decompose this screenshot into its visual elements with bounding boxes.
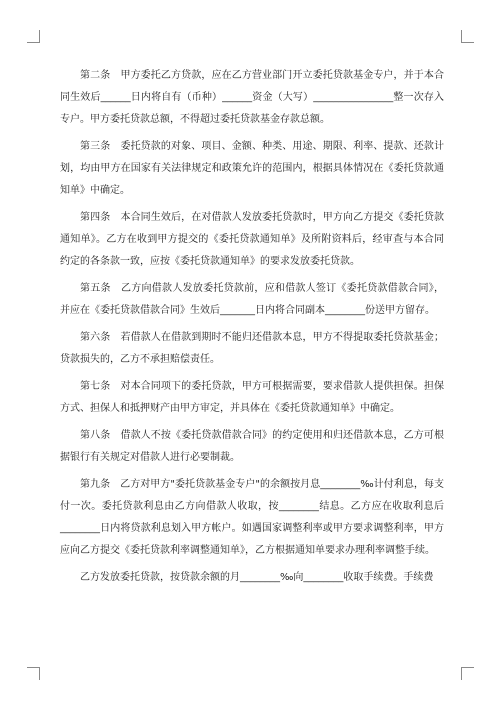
crop-mark-top-left <box>27 30 40 43</box>
article-8-paragraph: 第八条 借款人不按《委托贷款借款合同》的约定使用和归还借款本息，乙方可根据银行有关规定对借款人进行必要制裁。 <box>60 430 444 463</box>
crop-mark-bottom-right <box>461 667 474 680</box>
fee-paragraph: 乙方发放委托贷款，按贷款余额的月________‰向________收取手续费。手续费 <box>80 572 434 583</box>
crop-mark-top-right <box>461 30 474 43</box>
article-5-paragraph: 第五条 乙方向借款人发放委托贷款前，应和借款人签订《委托贷款借款合同》，并应在《委托贷款借款合同》生效后_______日内将合同副本________份送甲方留存。 <box>60 283 444 316</box>
article-9-paragraph: 第九条 乙方对甲方"委托贷款基金专户"的余额按月息________‰计付利息，每支付一次。委托贷款利息由乙方向借款人收取，按________结息。乙方应在收取利息后________日内将贷款利息划入甲方帐户。如遇国家调整利率或甲方要求调整利率，甲方应向乙方提交《委托贷款利率调整通知单》，乙方根据通知单要求办理利率调整手续。 <box>60 479 444 556</box>
crop-mark-bottom-left <box>27 667 40 680</box>
article-6-paragraph: 第六条 若借款人在借款到期时不能归还借款本息，甲方不得提取委托贷款基金；贷款损失的，乙方不承担赔偿责任。 <box>60 332 444 365</box>
article-2-paragraph: 第二条 甲方委托乙方贷款，应在乙方营业部门开立委托贷款基金专户，并于本合同生效后______日内将自有（币种）______资金（大写）________________整一次存入专户。甲方委托贷款总额，不得超过委托贷款基金存款总额。 <box>60 70 444 125</box>
article-4-paragraph: 第四条 本合同生效后，在对借款人发放委托贷款时，甲方向乙方提交《委托贷款通知单》。乙方在收到甲方提交的《委托贷款通知单》及所附资料后，经审查与本合同约定的各条款一致，应按《委托贷款通知单》的要求发放委托贷款。 <box>60 212 444 267</box>
article-3-paragraph: 第三条 委托贷款的对象、项目、金额、种类、用途、期限、利率、提款、还款计划，均由甲方在国家有关法律规定和政策允许的范围内，根据具体情况在《委托贷款通知单》中确定。 <box>60 141 444 196</box>
article-7-paragraph: 第七条 对本合同项下的委托贷款，甲方可根据需要，要求借款人提供担保。担保方式、担保人和抵押财产由甲方审定，并具体在《委托贷款通知单》中确定。 <box>60 381 444 414</box>
document-body <box>60 65 444 594</box>
